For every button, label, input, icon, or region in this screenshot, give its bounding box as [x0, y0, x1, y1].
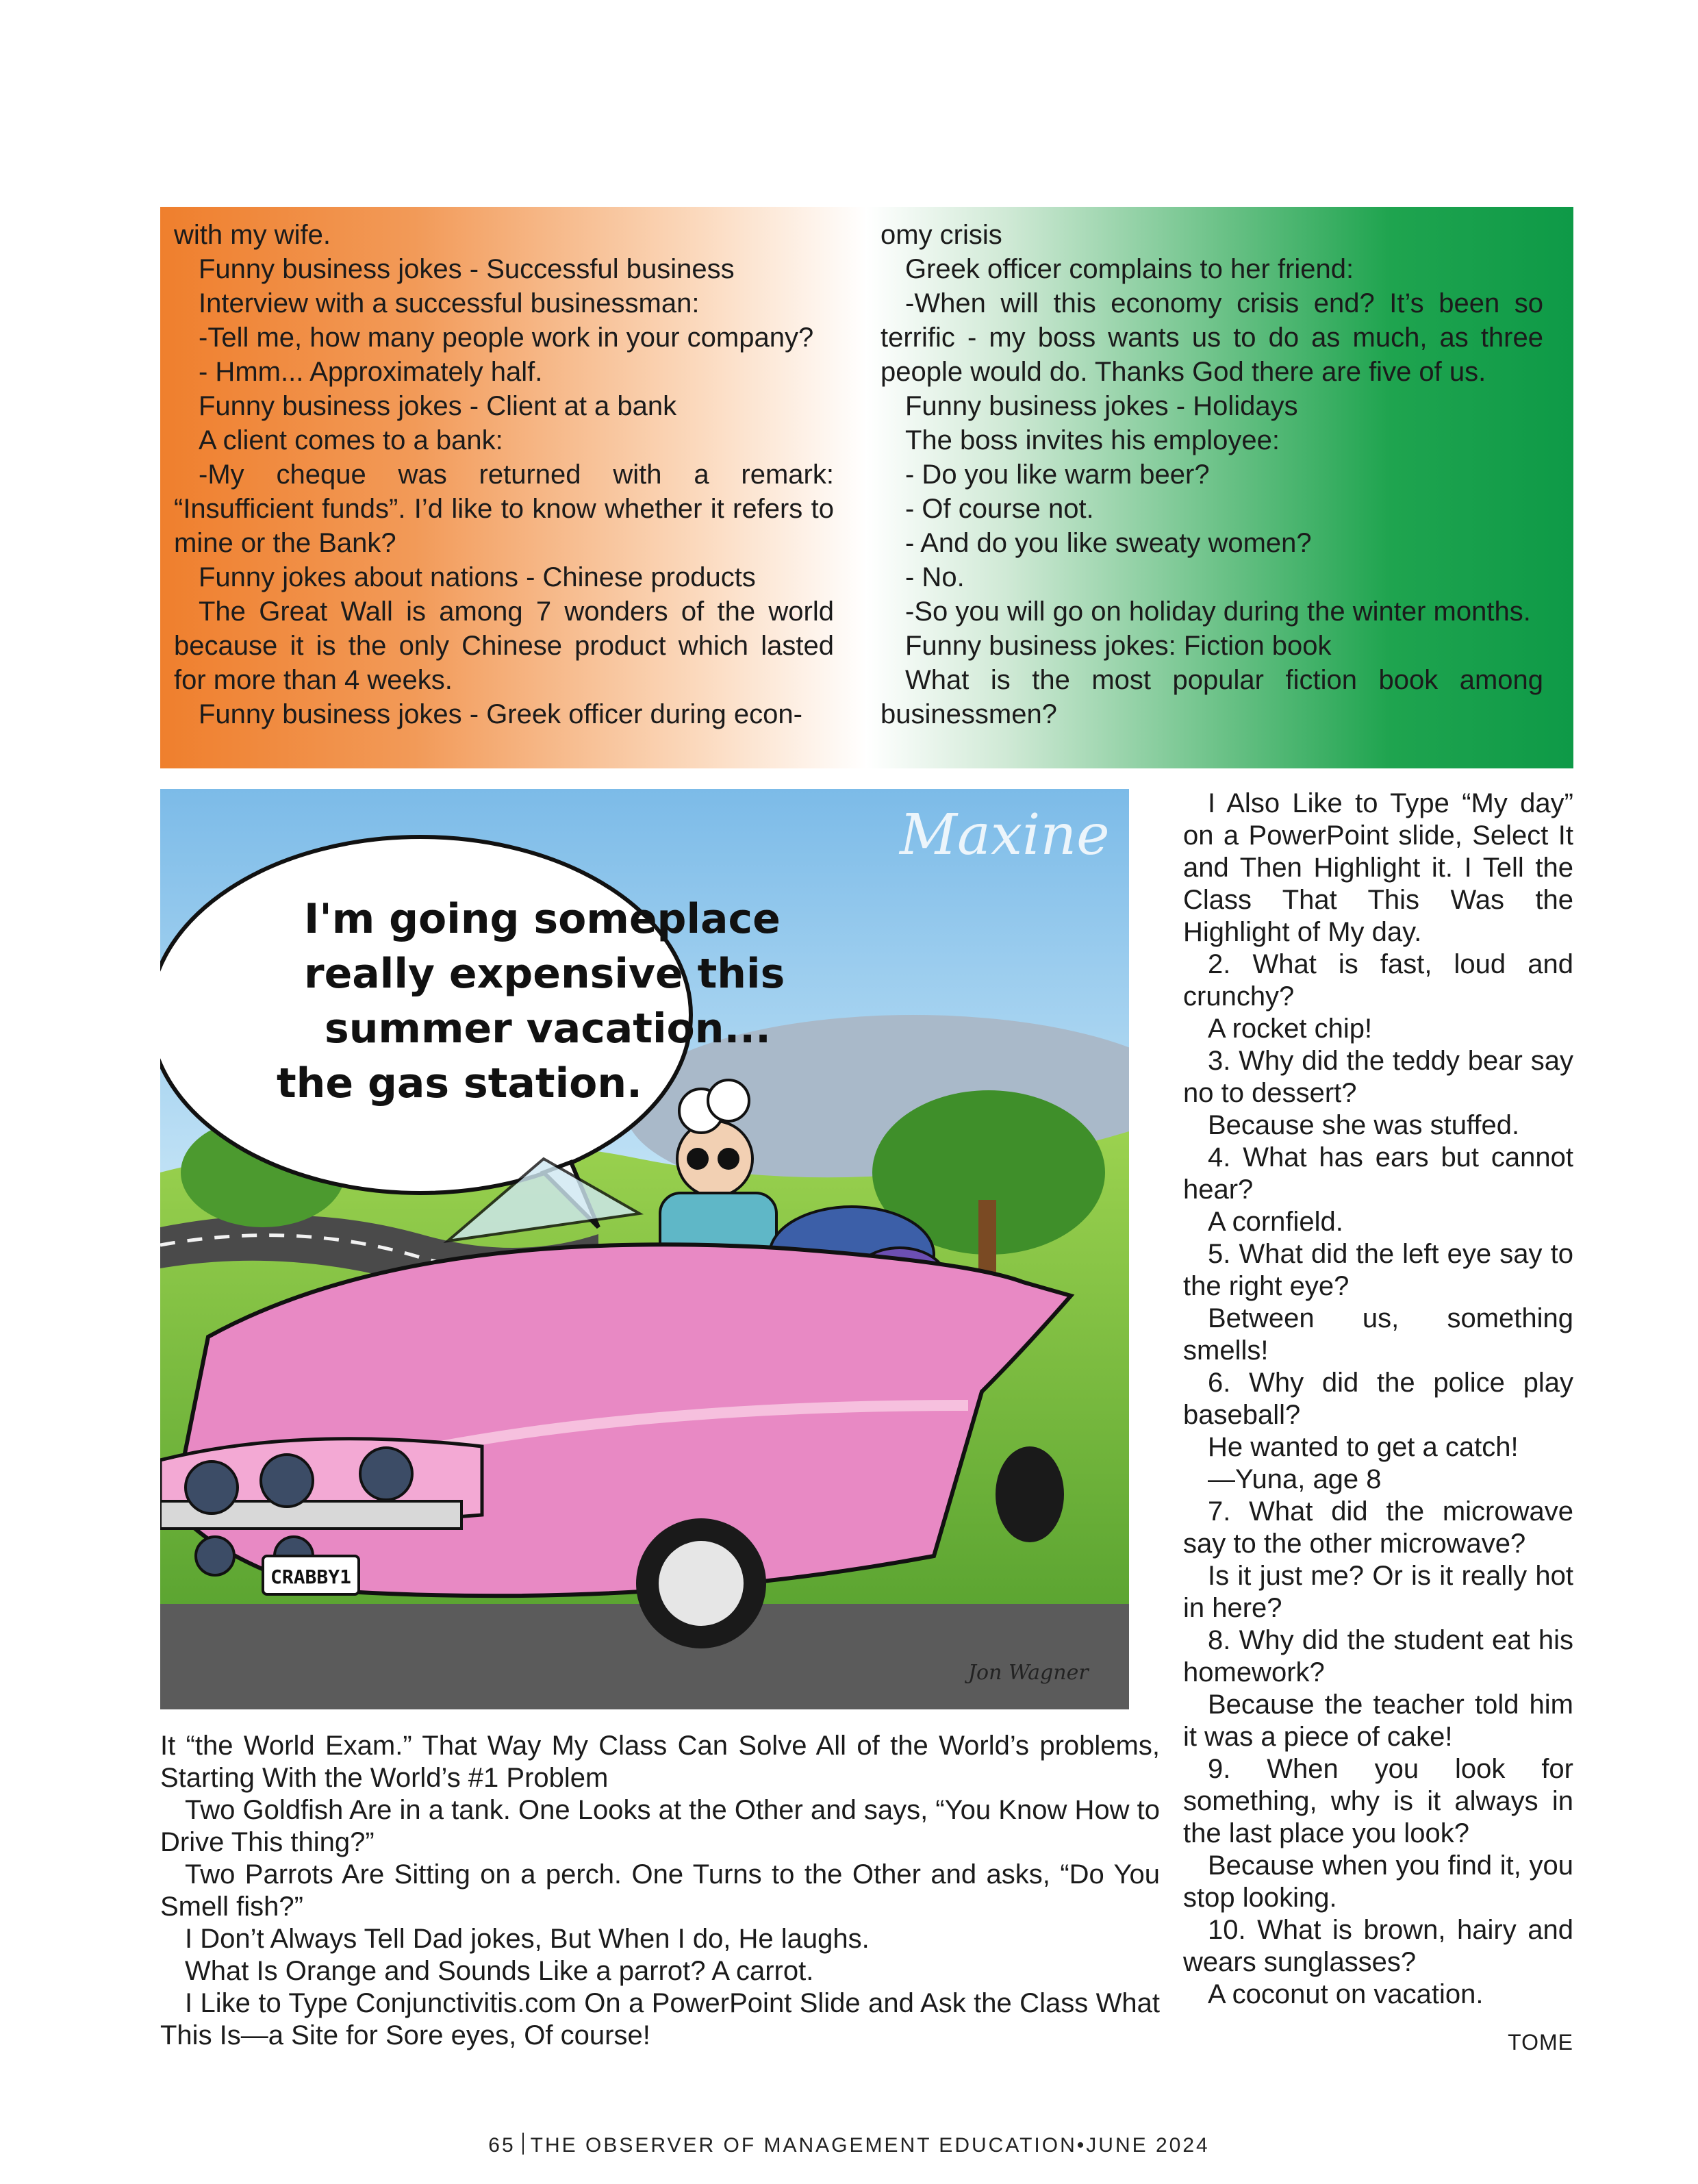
body-paragraph: Two Parrots Are Sitting on a perch. One Turns to the Other and asks, “Do You Smell fish?” [160, 1859, 1160, 1922]
joke-line: Is it just me? Or is it really hot in here? [1183, 1561, 1573, 1623]
joke-line: Because when you find it, you stop looking. [1183, 1850, 1573, 1913]
publication-name: THE OBSERVER OF MANAGEMENT EDUCATION [530, 2134, 1077, 2157]
body-paragraph: What Is Orange and Sounds Like a parrot? A carrot. [185, 1956, 814, 1986]
watermark-text: Maxine [900, 803, 1110, 868]
banner-paragraph: Funny jokes about nations - Chinese products [199, 562, 756, 592]
joke-line: 7. What did the microwave say to the other microwave? [1183, 1496, 1573, 1559]
joke-line: 8. Why did the student eat his homework? [1183, 1625, 1573, 1687]
joke-line: Because she was stuffed. [1208, 1110, 1520, 1140]
banner-paragraph: -When will this economy crisis end? It’s been so terrific - my boss wants us to do as much, as three people would do. Thanks God there are five of us. [880, 288, 1543, 387]
banner-paragraph: - Do you like warm beer? [905, 460, 1210, 490]
body-paragraph: Two Goldfish Are in a tank. One Looks at the Other and says, “You Know How to Drive This thing?” [160, 1795, 1160, 1857]
side-jokes-column [1183, 788, 1573, 2011]
joke-line: 10. What is brown, hairy and wears sunglasses? [1183, 1915, 1573, 1977]
footer-separator [522, 2133, 524, 2155]
banner-paragraph: Greek officer complains to her friend: [905, 254, 1354, 284]
joke-line: Between us, something smells! [1183, 1303, 1573, 1366]
banner-paragraph: - And do you like sweaty women? [905, 528, 1312, 558]
below-cartoon-text [160, 1730, 1160, 2052]
author-credit: TOME [1508, 2030, 1573, 2055]
banner-paragraph: Funny business jokes - Client at a bank [199, 391, 677, 421]
banner-paragraph: - Of course not. [905, 494, 1094, 524]
banner-right-column [880, 218, 1543, 731]
banner-paragraph: with my wife. [174, 220, 331, 250]
footer-bullet: • [1076, 2134, 1087, 2157]
license-plate: CRABBY1 [270, 1566, 352, 1588]
banner-paragraph: -Tell me, how many people work in your company? [199, 323, 814, 353]
speech-line-1: I'm going someplace [304, 895, 781, 943]
joke-line: A rocket chip! [1208, 1014, 1373, 1044]
banner-paragraph: - Hmm... Approximately half. [199, 357, 543, 387]
page-footer [0, 2133, 1698, 2157]
banner-paragraph: -My cheque was returned with a remark: “Insufficient funds”. I’d like to know whether it refers to mine or the Bank? [174, 460, 834, 558]
joke-line: 3. Why did the teddy bear say no to dessert? [1183, 1046, 1573, 1108]
speech-line-2: really expensive this [304, 950, 785, 998]
joke-line: 5. What did the left eye say to the right eye? [1183, 1239, 1573, 1301]
banner-paragraph: Funny business jokes - Greek officer during econ- [199, 699, 802, 729]
speech-line-3: summer vacation... [325, 1005, 771, 1053]
banner-paragraph: Funny business jokes - Successful business [199, 254, 735, 284]
joke-line: 4. What has ears but cannot hear? [1183, 1142, 1573, 1205]
banner-paragraph: A client comes to a bank: [199, 425, 503, 455]
joke-line: —Yuna, age 8 [1208, 1464, 1382, 1494]
joke-line: A cornfield. [1208, 1207, 1343, 1237]
page-number: 65 [488, 2134, 516, 2157]
body-paragraph: It “the World Exam.” That Way My Class Can Solve All of the World’s problems, Starting With the World’s #1 Problem [160, 1731, 1160, 1793]
joke-line: A coconut on vacation. [1208, 1979, 1484, 2009]
joke-line: He wanted to get a catch! [1208, 1432, 1519, 1462]
joke-line: 9. When you look for something, why is it always in the last place you look? [1183, 1754, 1573, 1848]
issue-date: JUNE 2024 [1086, 2134, 1210, 2157]
joke-line: I Also Like to Type “My day” on a PowerPoint slide, Select It and Then Highlight it. I Tell the Class That This Was the Highlight of My day. [1183, 788, 1573, 947]
body-paragraph: I Like to Type Conjunctivitis.com On a PowerPoint Slide and Ask the Class What This Is—a Site for Sore eyes, Of course! [160, 1988, 1160, 2050]
banner-paragraph: -So you will go on holiday during the winter months. [905, 597, 1531, 627]
banner-paragraph: - No. [905, 562, 965, 592]
banner-paragraph: Funny business jokes: Fiction book [905, 631, 1332, 661]
joke-line: 2. What is fast, loud and crunchy? [1183, 949, 1573, 1012]
joke-line: 6. Why did the police play baseball? [1183, 1368, 1573, 1430]
banner-paragraph: Interview with a successful businessman: [199, 288, 700, 318]
artist-signature: Jon Wagner [968, 1661, 1089, 1685]
banner-left-column [174, 218, 834, 731]
speech-line-4: the gas station. [277, 1059, 642, 1107]
banner-paragraph: omy crisis [880, 220, 1002, 250]
banner-paragraph: The boss invites his employee: [905, 425, 1280, 455]
banner-paragraph: The Great Wall is among 7 wonders of the world because it is the only Chinese product which lasted for more than 4 weeks. [174, 597, 834, 695]
banner-paragraph: Funny business jokes - Holidays [905, 391, 1298, 421]
joke-line: Because the teacher told him it was a piece of cake! [1183, 1690, 1573, 1752]
banner-paragraph: What is the most popular fiction book among businessmen? [880, 665, 1543, 729]
maxine-cartoon [160, 789, 1129, 1709]
body-paragraph: I Don’t Always Tell Dad jokes, But When I do, He laughs. [185, 1924, 870, 1954]
